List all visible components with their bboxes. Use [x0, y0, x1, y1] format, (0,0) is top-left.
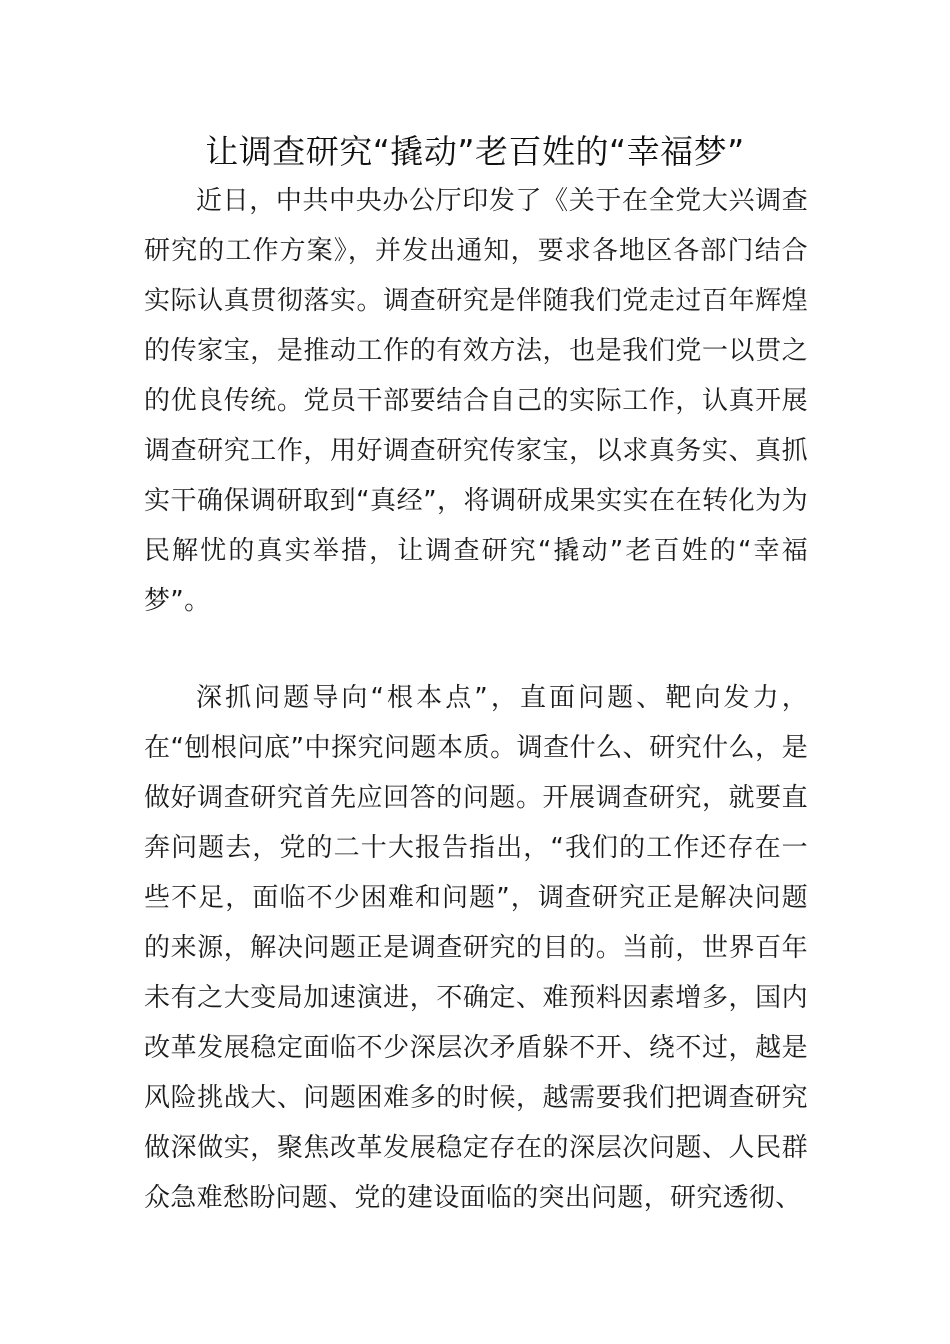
body-paragraph-problem-orientation: 深抓问题导向“根本点”，直面问题、靶向发力，在“刨根问底”中探究问题本质。调查什么、研究什么，是做好调查研究首先应回答的问题。开展调查研究，就要直奔问题去，党的二十大报告指出，“我们的工作还存在一些不足，面临不少困难和问题”，调查研究正是解决问题的来源，解决问题正是调查研究的目的。当前，世界百年未有之大变局加速演进，不确定、难预料因素增多，国内改革发展稳定面临不少深层次矛盾躲不开、绕不过，越是风险挑战大、问题困难多的时候，越需要我们把调查研究做深做实，聚焦改革发展稳定存在的深层次问题、人民群众急难愁盼问题、党的建设面临的突出问题，研究透彻、: [144, 683, 808, 1213]
document-title: 让调查研究“撬动”老百姓的“幸福梦”: [205, 132, 745, 171]
body-paragraph-intro: 近日，中共中央办公厅印发了《关于在全党大兴调查研究的工作方案》，并发出通知，要求各地区各部门结合实际认真贯彻落实。调查研究是伴随我们党走过百年辉煌的传家宝，是推动工作的有效方法，也是我们党一以贯之的优良传统。党员干部要结合自己的实际工作，认真开展调查研究工作，用好调查研究传家宝，以求真务实、真抓实干确保调研取到“真经”，将调研成果实实在在转化为为民解忧的真实举措，让调查研究“撬动”老百姓的“幸福梦”。: [144, 186, 808, 616]
